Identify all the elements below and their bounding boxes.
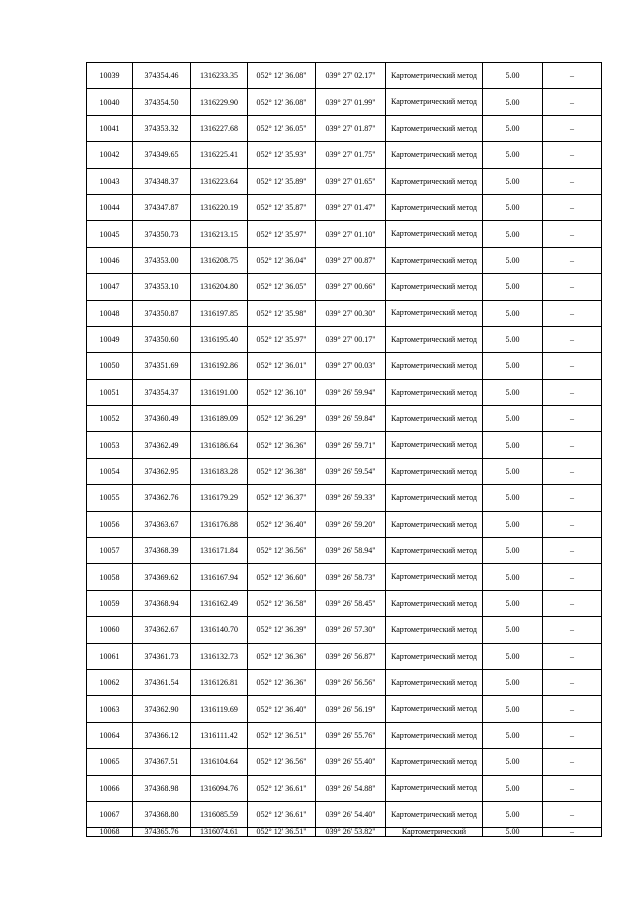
- latitude-cell: 052° 12' 35.98": [248, 300, 316, 326]
- point-number-cell: 10043: [87, 168, 133, 194]
- note-cell: –: [543, 538, 602, 564]
- coord-x-cell: 374362.90: [133, 696, 191, 722]
- latitude-cell: 052° 12' 36.39": [248, 617, 316, 643]
- coord-y-cell: 1316104.64: [191, 749, 248, 775]
- longitude-cell: 039° 26' 53.82": [316, 828, 386, 837]
- latitude-cell: 052° 12' 36.08": [248, 63, 316, 89]
- longitude-cell: 039° 27' 00.66": [316, 274, 386, 300]
- accuracy-cell: 5.00: [483, 590, 543, 616]
- table-row: [87, 432, 602, 458]
- latitude-cell: 052° 12' 36.51": [248, 828, 316, 837]
- point-number-cell: 10058: [87, 564, 133, 590]
- longitude-cell: 039° 26' 59.20": [316, 511, 386, 537]
- latitude-cell: 052° 12' 35.97": [248, 221, 316, 247]
- note-cell: –: [543, 458, 602, 484]
- coord-y-cell: 1316197.85: [191, 300, 248, 326]
- longitude-cell: 039° 26' 55.76": [316, 722, 386, 748]
- coord-x-cell: 374349.65: [133, 142, 191, 168]
- longitude-cell: 039° 27' 01.65": [316, 168, 386, 194]
- table-row: [87, 89, 602, 115]
- table-row: [87, 406, 602, 432]
- table-row: [87, 300, 602, 326]
- table-row: [87, 617, 602, 643]
- table-row: [87, 749, 602, 775]
- table-row: [87, 696, 602, 722]
- coord-x-cell: 374360.49: [133, 406, 191, 432]
- note-cell: –: [543, 142, 602, 168]
- note-cell: –: [543, 432, 602, 458]
- coord-y-cell: 1316227.68: [191, 115, 248, 141]
- method-cell: Картометрический метод: [386, 326, 483, 352]
- accuracy-cell: 5.00: [483, 194, 543, 220]
- note-cell: –: [543, 379, 602, 405]
- coord-x-cell: 374368.39: [133, 538, 191, 564]
- accuracy-cell: 5.00: [483, 828, 543, 837]
- coord-x-cell: 374366.12: [133, 722, 191, 748]
- method-cell: Картометрический: [386, 828, 483, 837]
- accuracy-cell: 5.00: [483, 458, 543, 484]
- accuracy-cell: 5.00: [483, 221, 543, 247]
- table-row: [87, 801, 602, 827]
- point-number-cell: 10065: [87, 749, 133, 775]
- coord-x-cell: 374350.60: [133, 326, 191, 352]
- coord-x-cell: 374361.73: [133, 643, 191, 669]
- coord-x-cell: 374362.67: [133, 617, 191, 643]
- coord-y-cell: 1316189.09: [191, 406, 248, 432]
- note-cell: –: [543, 63, 602, 89]
- note-cell: –: [543, 221, 602, 247]
- coord-y-cell: 1316179.29: [191, 485, 248, 511]
- accuracy-cell: 5.00: [483, 669, 543, 695]
- accuracy-cell: 5.00: [483, 432, 543, 458]
- latitude-cell: 052° 12' 36.04": [248, 247, 316, 273]
- latitude-cell: 052° 12' 36.29": [248, 406, 316, 432]
- latitude-cell: 052° 12' 36.40": [248, 511, 316, 537]
- method-cell: Картометрический метод: [386, 115, 483, 141]
- longitude-cell: 039° 26' 54.88": [316, 775, 386, 801]
- point-number-cell: 10044: [87, 194, 133, 220]
- note-cell: –: [543, 669, 602, 695]
- point-number-cell: 10059: [87, 590, 133, 616]
- longitude-cell: 039° 26' 56.56": [316, 669, 386, 695]
- accuracy-cell: 5.00: [483, 326, 543, 352]
- point-number-cell: 10040: [87, 89, 133, 115]
- point-number-cell: 10051: [87, 379, 133, 405]
- table-row: [87, 669, 602, 695]
- coord-y-cell: 1316223.64: [191, 168, 248, 194]
- coord-x-cell: 374365.76: [133, 828, 191, 837]
- note-cell: –: [543, 564, 602, 590]
- table-row: [87, 722, 602, 748]
- note-cell: –: [543, 406, 602, 432]
- coord-x-cell: 374368.94: [133, 590, 191, 616]
- longitude-cell: 039° 27' 01.75": [316, 142, 386, 168]
- latitude-cell: 052° 12' 36.60": [248, 564, 316, 590]
- note-cell: –: [543, 194, 602, 220]
- coord-x-cell: 374367.51: [133, 749, 191, 775]
- point-number-cell: 10062: [87, 669, 133, 695]
- longitude-cell: 039° 26' 55.40": [316, 749, 386, 775]
- longitude-cell: 039° 26' 58.45": [316, 590, 386, 616]
- longitude-cell: 039° 27' 00.30": [316, 300, 386, 326]
- accuracy-cell: 5.00: [483, 643, 543, 669]
- table-row: [87, 485, 602, 511]
- accuracy-cell: 5.00: [483, 89, 543, 115]
- point-number-cell: 10042: [87, 142, 133, 168]
- method-cell: Картометрический метод: [386, 142, 483, 168]
- longitude-cell: 039° 27' 01.10": [316, 221, 386, 247]
- note-cell: –: [543, 326, 602, 352]
- longitude-cell: 039° 27' 02.17": [316, 63, 386, 89]
- coord-x-cell: 374354.50: [133, 89, 191, 115]
- latitude-cell: 052° 12' 36.38": [248, 458, 316, 484]
- accuracy-cell: 5.00: [483, 63, 543, 89]
- method-cell: Картометрический метод: [386, 564, 483, 590]
- latitude-cell: 052° 12' 35.87": [248, 194, 316, 220]
- coord-y-cell: 1316191.00: [191, 379, 248, 405]
- latitude-cell: 052° 12' 36.08": [248, 89, 316, 115]
- coordinates-table: [86, 62, 602, 837]
- coordinates-table-body: [87, 63, 602, 837]
- note-cell: –: [543, 353, 602, 379]
- note-cell: –: [543, 511, 602, 537]
- coord-y-cell: 1316171.84: [191, 538, 248, 564]
- method-cell: Картометрический метод: [386, 274, 483, 300]
- coord-y-cell: 1316225.41: [191, 142, 248, 168]
- note-cell: –: [543, 590, 602, 616]
- latitude-cell: 052° 12' 35.93": [248, 142, 316, 168]
- latitude-cell: 052° 12' 36.36": [248, 643, 316, 669]
- coord-x-cell: 374353.32: [133, 115, 191, 141]
- latitude-cell: 052° 12' 36.01": [248, 353, 316, 379]
- note-cell: –: [543, 722, 602, 748]
- coord-x-cell: 374368.80: [133, 801, 191, 827]
- method-cell: Картометрический метод: [386, 722, 483, 748]
- latitude-cell: 052° 12' 36.37": [248, 485, 316, 511]
- note-cell: –: [543, 749, 602, 775]
- coord-y-cell: 1316132.73: [191, 643, 248, 669]
- point-number-cell: 10039: [87, 63, 133, 89]
- table-row: [87, 643, 602, 669]
- method-cell: Картометрический метод: [386, 775, 483, 801]
- point-number-cell: 10050: [87, 353, 133, 379]
- table-row: [87, 194, 602, 220]
- point-number-cell: 10041: [87, 115, 133, 141]
- coord-y-cell: 1316208.75: [191, 247, 248, 273]
- latitude-cell: 052° 12' 36.40": [248, 696, 316, 722]
- coord-x-cell: 374350.87: [133, 300, 191, 326]
- coord-y-cell: 1316176.88: [191, 511, 248, 537]
- coord-x-cell: 374361.54: [133, 669, 191, 695]
- latitude-cell: 052° 12' 36.05": [248, 274, 316, 300]
- method-cell: Картометрический метод: [386, 749, 483, 775]
- point-number-cell: 10057: [87, 538, 133, 564]
- latitude-cell: 052° 12' 36.36": [248, 669, 316, 695]
- accuracy-cell: 5.00: [483, 775, 543, 801]
- table-row: [87, 828, 602, 837]
- coord-y-cell: 1316074.61: [191, 828, 248, 837]
- coord-y-cell: 1316140.70: [191, 617, 248, 643]
- method-cell: Картометрический метод: [386, 485, 483, 511]
- longitude-cell: 039° 26' 59.94": [316, 379, 386, 405]
- coord-y-cell: 1316094.76: [191, 775, 248, 801]
- latitude-cell: 052° 12' 36.36": [248, 432, 316, 458]
- table-row: [87, 353, 602, 379]
- method-cell: Картометрический метод: [386, 353, 483, 379]
- point-number-cell: 10056: [87, 511, 133, 537]
- coord-y-cell: 1316186.64: [191, 432, 248, 458]
- coord-x-cell: 374353.10: [133, 274, 191, 300]
- point-number-cell: 10045: [87, 221, 133, 247]
- coord-y-cell: 1316233.35: [191, 63, 248, 89]
- accuracy-cell: 5.00: [483, 511, 543, 537]
- note-cell: –: [543, 300, 602, 326]
- method-cell: Картометрический метод: [386, 590, 483, 616]
- accuracy-cell: 5.00: [483, 379, 543, 405]
- note-cell: –: [543, 247, 602, 273]
- point-number-cell: 10054: [87, 458, 133, 484]
- accuracy-cell: 5.00: [483, 538, 543, 564]
- point-number-cell: 10064: [87, 722, 133, 748]
- latitude-cell: 052° 12' 36.58": [248, 590, 316, 616]
- method-cell: Картометрический метод: [386, 379, 483, 405]
- coord-y-cell: 1316229.90: [191, 89, 248, 115]
- longitude-cell: 039° 27' 00.17": [316, 326, 386, 352]
- longitude-cell: 039° 26' 56.19": [316, 696, 386, 722]
- table-row: [87, 379, 602, 405]
- point-number-cell: 10053: [87, 432, 133, 458]
- note-cell: –: [543, 828, 602, 837]
- latitude-cell: 052° 12' 36.51": [248, 722, 316, 748]
- method-cell: Картометрический метод: [386, 669, 483, 695]
- accuracy-cell: 5.00: [483, 115, 543, 141]
- longitude-cell: 039° 26' 59.54": [316, 458, 386, 484]
- longitude-cell: 039° 27' 00.87": [316, 247, 386, 273]
- longitude-cell: 039° 27' 01.47": [316, 194, 386, 220]
- latitude-cell: 052° 12' 35.89": [248, 168, 316, 194]
- latitude-cell: 052° 12' 36.10": [248, 379, 316, 405]
- note-cell: –: [543, 617, 602, 643]
- table-row: [87, 564, 602, 590]
- accuracy-cell: 5.00: [483, 168, 543, 194]
- longitude-cell: 039° 26' 59.84": [316, 406, 386, 432]
- longitude-cell: 039° 27' 01.87": [316, 115, 386, 141]
- latitude-cell: 052° 12' 36.05": [248, 115, 316, 141]
- note-cell: –: [543, 696, 602, 722]
- accuracy-cell: 5.00: [483, 353, 543, 379]
- longitude-cell: 039° 26' 57.30": [316, 617, 386, 643]
- point-number-cell: 10048: [87, 300, 133, 326]
- note-cell: –: [543, 643, 602, 669]
- coord-y-cell: 1316085.59: [191, 801, 248, 827]
- coord-x-cell: 374348.37: [133, 168, 191, 194]
- note-cell: –: [543, 775, 602, 801]
- point-number-cell: 10046: [87, 247, 133, 273]
- coord-y-cell: 1316183.28: [191, 458, 248, 484]
- table-row: [87, 538, 602, 564]
- coord-y-cell: 1316204.80: [191, 274, 248, 300]
- point-number-cell: 10068: [87, 828, 133, 837]
- table-row: [87, 247, 602, 273]
- coord-x-cell: 374362.76: [133, 485, 191, 511]
- longitude-cell: 039° 27' 01.99": [316, 89, 386, 115]
- coord-y-cell: 1316119.69: [191, 696, 248, 722]
- coord-x-cell: 374351.69: [133, 353, 191, 379]
- method-cell: Картометрический метод: [386, 168, 483, 194]
- accuracy-cell: 5.00: [483, 696, 543, 722]
- accuracy-cell: 5.00: [483, 722, 543, 748]
- method-cell: Картометрический метод: [386, 300, 483, 326]
- method-cell: Картометрический метод: [386, 696, 483, 722]
- coord-y-cell: 1316167.94: [191, 564, 248, 590]
- method-cell: Картометрический метод: [386, 511, 483, 537]
- table-row: [87, 142, 602, 168]
- table-row: [87, 168, 602, 194]
- method-cell: Картометрический метод: [386, 194, 483, 220]
- longitude-cell: 039° 26' 58.94": [316, 538, 386, 564]
- coord-x-cell: 374362.95: [133, 458, 191, 484]
- latitude-cell: 052° 12' 36.61": [248, 775, 316, 801]
- latitude-cell: 052° 12' 35.97": [248, 326, 316, 352]
- accuracy-cell: 5.00: [483, 749, 543, 775]
- coord-y-cell: 1316126.81: [191, 669, 248, 695]
- note-cell: –: [543, 115, 602, 141]
- coord-y-cell: 1316220.19: [191, 194, 248, 220]
- coord-x-cell: 374350.73: [133, 221, 191, 247]
- coord-x-cell: 374362.49: [133, 432, 191, 458]
- table-row: [87, 458, 602, 484]
- coord-y-cell: 1316162.49: [191, 590, 248, 616]
- method-cell: Картометрический метод: [386, 643, 483, 669]
- coord-x-cell: 374354.46: [133, 63, 191, 89]
- point-number-cell: 10063: [87, 696, 133, 722]
- accuracy-cell: 5.00: [483, 142, 543, 168]
- point-number-cell: 10047: [87, 274, 133, 300]
- table-row: [87, 115, 602, 141]
- coord-x-cell: 374347.87: [133, 194, 191, 220]
- point-number-cell: 10060: [87, 617, 133, 643]
- accuracy-cell: 5.00: [483, 300, 543, 326]
- note-cell: –: [543, 168, 602, 194]
- accuracy-cell: 5.00: [483, 247, 543, 273]
- method-cell: Картометрический метод: [386, 63, 483, 89]
- accuracy-cell: 5.00: [483, 564, 543, 590]
- note-cell: –: [543, 801, 602, 827]
- longitude-cell: 039° 26' 59.33": [316, 485, 386, 511]
- table-row: [87, 590, 602, 616]
- table-row: [87, 775, 602, 801]
- longitude-cell: 039° 26' 54.40": [316, 801, 386, 827]
- method-cell: Картометрический метод: [386, 247, 483, 273]
- table-row: [87, 274, 602, 300]
- latitude-cell: 052° 12' 36.61": [248, 801, 316, 827]
- table-row: [87, 511, 602, 537]
- note-cell: –: [543, 274, 602, 300]
- point-number-cell: 10055: [87, 485, 133, 511]
- coord-x-cell: 374369.62: [133, 564, 191, 590]
- coord-y-cell: 1316195.40: [191, 326, 248, 352]
- point-number-cell: 10052: [87, 406, 133, 432]
- table-row: [87, 326, 602, 352]
- method-cell: Картометрический метод: [386, 432, 483, 458]
- coord-x-cell: 374354.37: [133, 379, 191, 405]
- latitude-cell: 052° 12' 36.56": [248, 749, 316, 775]
- method-cell: Картометрический метод: [386, 406, 483, 432]
- table-row: [87, 63, 602, 89]
- method-cell: Картометрический метод: [386, 617, 483, 643]
- point-number-cell: 10067: [87, 801, 133, 827]
- method-cell: Картометрический метод: [386, 801, 483, 827]
- accuracy-cell: 5.00: [483, 274, 543, 300]
- accuracy-cell: 5.00: [483, 485, 543, 511]
- longitude-cell: 039° 26' 59.71": [316, 432, 386, 458]
- coord-x-cell: 374368.98: [133, 775, 191, 801]
- longitude-cell: 039° 27' 00.03": [316, 353, 386, 379]
- accuracy-cell: 5.00: [483, 406, 543, 432]
- point-number-cell: 10049: [87, 326, 133, 352]
- latitude-cell: 052° 12' 36.56": [248, 538, 316, 564]
- point-number-cell: 10061: [87, 643, 133, 669]
- longitude-cell: 039° 26' 58.73": [316, 564, 386, 590]
- note-cell: –: [543, 89, 602, 115]
- coord-y-cell: 1316213.15: [191, 221, 248, 247]
- accuracy-cell: 5.00: [483, 617, 543, 643]
- note-cell: –: [543, 485, 602, 511]
- coord-x-cell: 374353.00: [133, 247, 191, 273]
- method-cell: Картометрический метод: [386, 538, 483, 564]
- point-number-cell: 10066: [87, 775, 133, 801]
- method-cell: Картометрический метод: [386, 89, 483, 115]
- accuracy-cell: 5.00: [483, 801, 543, 827]
- longitude-cell: 039° 26' 56.87": [316, 643, 386, 669]
- table-row: [87, 221, 602, 247]
- coord-y-cell: 1316111.42: [191, 722, 248, 748]
- method-cell: Картометрический метод: [386, 221, 483, 247]
- method-cell: Картометрический метод: [386, 458, 483, 484]
- coord-x-cell: 374363.67: [133, 511, 191, 537]
- coord-y-cell: 1316192.86: [191, 353, 248, 379]
